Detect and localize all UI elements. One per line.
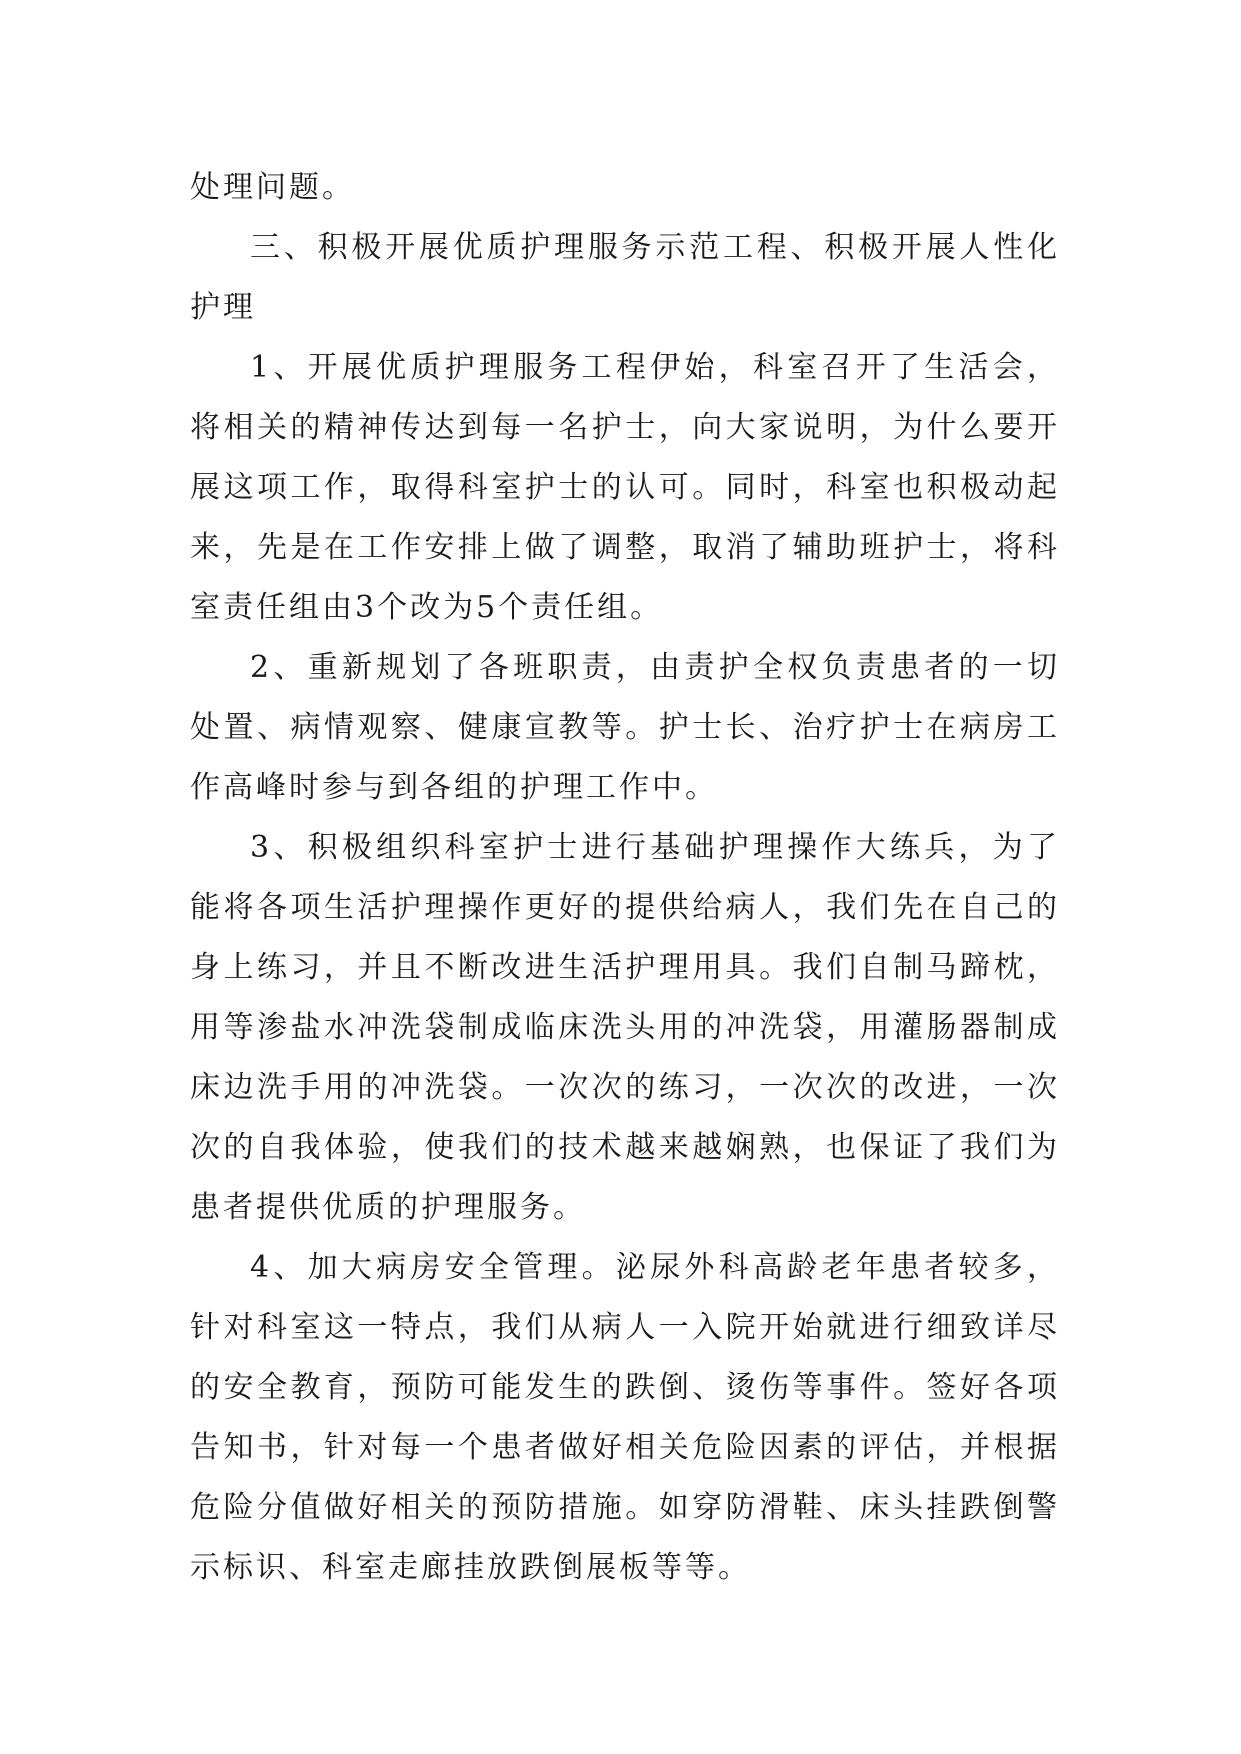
paragraph-continuation: 处理问题。 — [190, 170, 355, 205]
paragraph-item-1: 1、开展优质护理服务工程伊始，科室召开了生活会，将相关的精神传达到每一名护士，向大家说明，为什么要开展这项工作，取得科室护士的认可。同时，科室也积极动起来，先是在工作安排上做了调整，取消了辅助班护士，将科室责任组由3个改为5个责任组。 — [190, 350, 1060, 625]
paragraph-item-4: 4、加大病房安全管理。泌尿外科高龄老年患者较多，针对科室这一特点，我们从病人一入院开始就进行细致详尽的安全教育，预防可能发生的跌倒、烫伤等事件。签好各项告知书，针对每一个患者做好相关危险因素的评估，并根据危险分值做好相关的预防措施。如穿防滑鞋、床头挂跌倒警示标识、科室走廊挂放跌倒展板等等。 — [190, 1250, 1060, 1585]
document-body — [190, 158, 1060, 1598]
paragraph-item-2: 2、重新规划了各班职责，由责护全权负责患者的一切处置、病情观察、健康宣教等。护士长、治疗护士在病房工作高峰时参与到各组的护理工作中。 — [190, 650, 1060, 805]
section-heading-3: 三、积极开展优质护理服务示范工程、积极开展人性化护理 — [190, 230, 1060, 325]
paragraph-item-3: 3、积极组织科室护士进行基础护理操作大练兵，为了能将各项生活护理操作更好的提供给病人，我们先在自己的身上练习，并且不断改进生活护理用具。我们自制马蹄枕，用等渗盐水冲洗袋制成临床洗头用的冲洗袋，用灌肠器制成床边洗手用的冲洗袋。一次次的练习，一次次的改进，一次次的自我体验，使我们的技术越来越娴熟，也保证了我们为患者提供优质的护理服务。 — [190, 830, 1060, 1225]
